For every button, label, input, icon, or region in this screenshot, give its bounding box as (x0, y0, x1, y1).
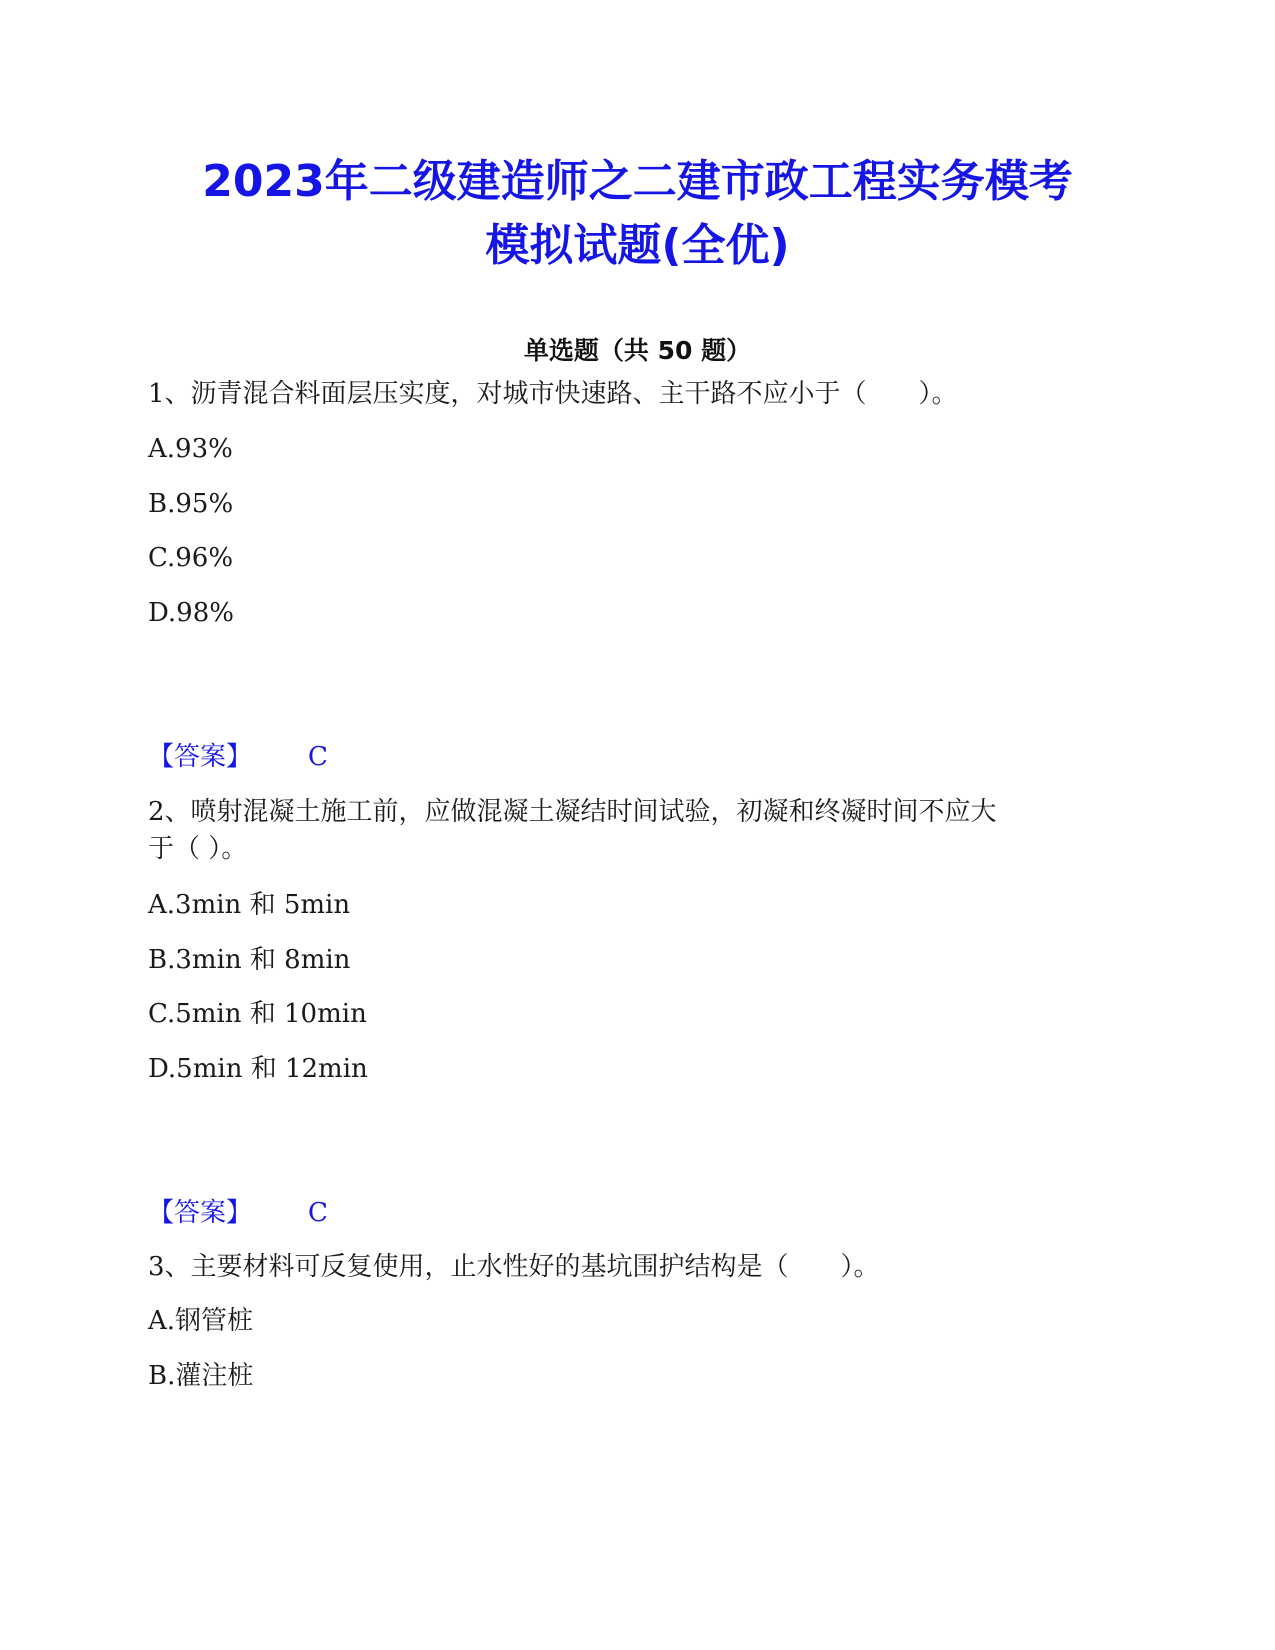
question-2-stem-line2: 于（ ）。 (148, 834, 248, 864)
section-heading: 单选题（共 50 题） (523, 336, 752, 365)
question-2-option-b: B.3min 和 8min (148, 945, 351, 975)
document-title-line2: 模拟试题(全优) (485, 220, 790, 271)
question-1-option-a: A.93% (148, 434, 233, 464)
answer-label: 【答案】 (148, 742, 253, 772)
question-1-option-c: C.96% (148, 543, 234, 573)
answer-value: C (308, 742, 328, 772)
question-1-option-b: B.95% (148, 489, 234, 519)
question-3-option-a: A.钢管桩 (148, 1306, 254, 1336)
question-2-option-d: D.5min 和 12min (148, 1054, 368, 1084)
question-2-stem-line1: 2、喷射混凝土施工前，应做混凝土凝结时间试验，初凝和终凝时间不应大 (148, 797, 997, 827)
answer-label: 【答案】 (148, 1198, 253, 1228)
question-1-answer (148, 737, 328, 777)
question-2-option-c: C.5min 和 10min (148, 999, 367, 1029)
question-3-option-b: B.灌注桩 (148, 1361, 254, 1391)
document-title (120, 150, 1155, 278)
answer-value: C (308, 1198, 328, 1228)
document-title-line1: 2023年二级建造师之二建市政工程实务模考 (202, 156, 1073, 207)
question-1-stem: 1、沥青混合料面层压实度，对城市快速路、主干路不应小于（ ）。 (148, 379, 958, 409)
question-2-answer (148, 1193, 328, 1233)
question-1-option-d: D.98% (148, 598, 234, 628)
question-2-option-a: A.3min 和 5min (148, 890, 351, 920)
question-3-stem: 3、主要材料可反复使用，止水性好的基坑围护结构是（ ）。 (148, 1252, 880, 1282)
